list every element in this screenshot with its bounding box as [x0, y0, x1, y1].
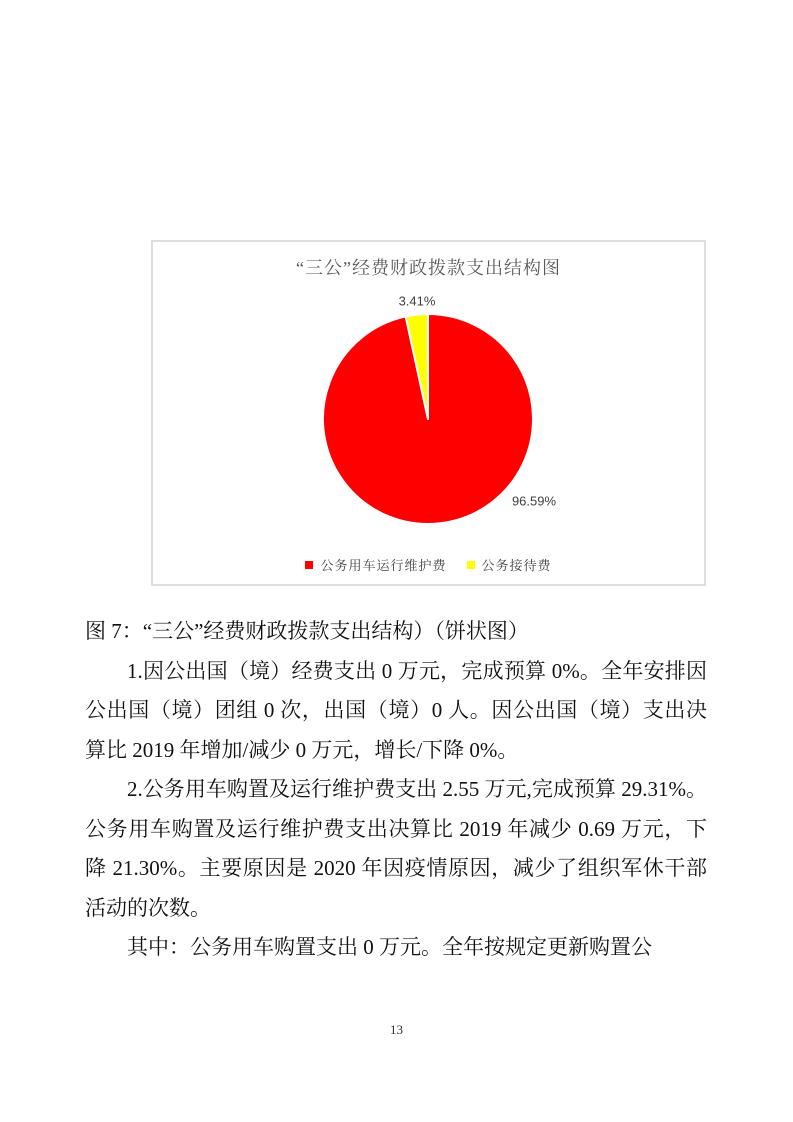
page-number: 13: [390, 1022, 403, 1037]
pie-data-label-reception: 3.41%: [398, 293, 436, 309]
legend-item-vehicle: [305, 555, 446, 574]
legend-label-reception: 公务接待费: [481, 558, 552, 573]
chart-title: “三公”经费财政拨款支出结构图: [296, 258, 561, 278]
paragraph-abroad-expense: 1.因公出国（境）经费支出 0 万元，完成预算 0%。全年安排因公出国（境）团组 0 次，出国（境）0 人。因公出国（境）支出决算比 2019 年增加/减少 0 万元，增长/下降 0%。: [85, 658, 707, 762]
figure-7-chart: [151, 240, 706, 586]
figure-caption: 图 7：“三公”经费财政拨款支出结构）（饼状图）: [85, 619, 529, 643]
pie-slices: [323, 314, 533, 524]
legend-swatch-yellow-icon: [467, 561, 475, 569]
pie-data-label-vehicle: 96.59%: [511, 493, 557, 509]
body-text: [85, 612, 707, 968]
chart-legend: [153, 555, 704, 574]
legend-label-vehicle: 公务用车运行维护费: [320, 558, 447, 573]
paragraph-vehicle-expense: 2.公务用车购置及运行维护费支出 2.55 万元,完成预算 29.31%。公务用车购置及运行维护费支出决算比 2019 年减少 0.69 万元，下降 21.30%。主要原因是 2020 年因疫情原因，减少了组织军休干部活动的次数。: [85, 777, 707, 920]
legend-item-reception: [467, 555, 552, 574]
paragraph-vehicle-purchase: 其中：公务用车购置支出 0 万元。全年按规定更新购置公: [127, 935, 652, 959]
legend-swatch-red-icon: [305, 561, 313, 569]
